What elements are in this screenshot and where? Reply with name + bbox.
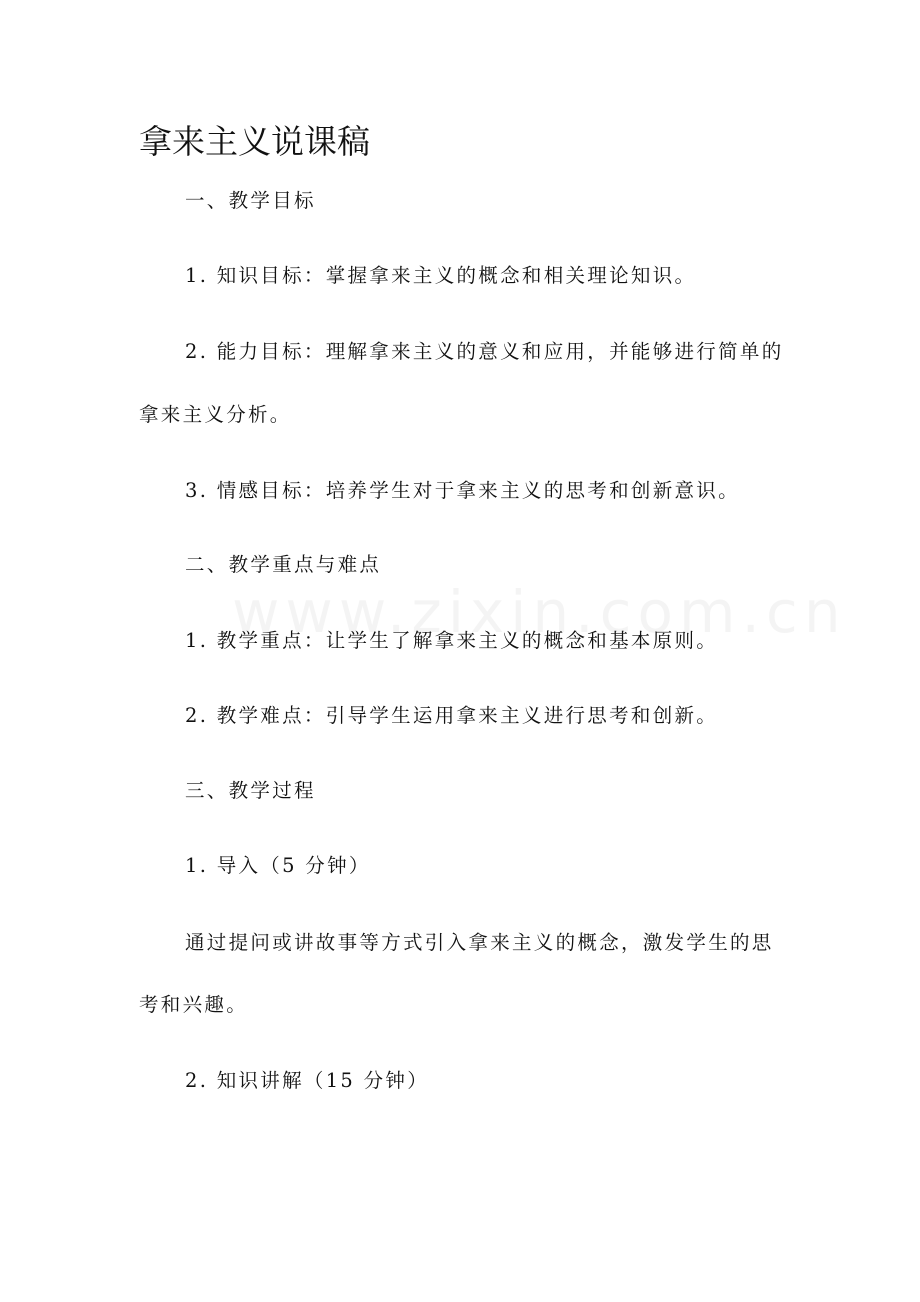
- paragraph-introduction-desc-cont: 考和兴趣。: [139, 993, 249, 1016]
- paragraph-knowledge-goal: 1. 知识目标：掌握拿来主义的概念和相关理论知识。: [185, 264, 697, 287]
- section-heading-process: 三、教学过程: [185, 779, 316, 802]
- section-heading-key-points: 二、教学重点与难点: [185, 553, 382, 576]
- document-title: 拿来主义说课稿: [139, 122, 370, 161]
- paragraph-emotion-goal: 3. 情感目标：培养学生对于拿来主义的思考和创新意识。: [185, 479, 740, 502]
- paragraph-ability-goal-cont: 拿来主义分析。: [139, 403, 292, 426]
- paragraph-difficult-point: 2. 教学难点：引导学生运用拿来主义进行思考和创新。: [185, 704, 719, 727]
- section-heading-objectives: 一、教学目标: [185, 189, 316, 212]
- paragraph-knowledge-explanation: 2. 知识讲解（15 分钟）: [185, 1069, 430, 1092]
- paragraph-introduction-desc: 通过提问或讲故事等方式引入拿来主义的概念，激发学生的思: [185, 931, 774, 954]
- paragraph-ability-goal: 2. 能力目标：理解拿来主义的意义和应用，并能够进行简单的: [185, 340, 784, 363]
- paragraph-introduction: 1. 导入（5 分钟）: [185, 854, 371, 877]
- paragraph-key-point: 1. 教学重点：让学生了解拿来主义的概念和基本原则。: [185, 629, 719, 652]
